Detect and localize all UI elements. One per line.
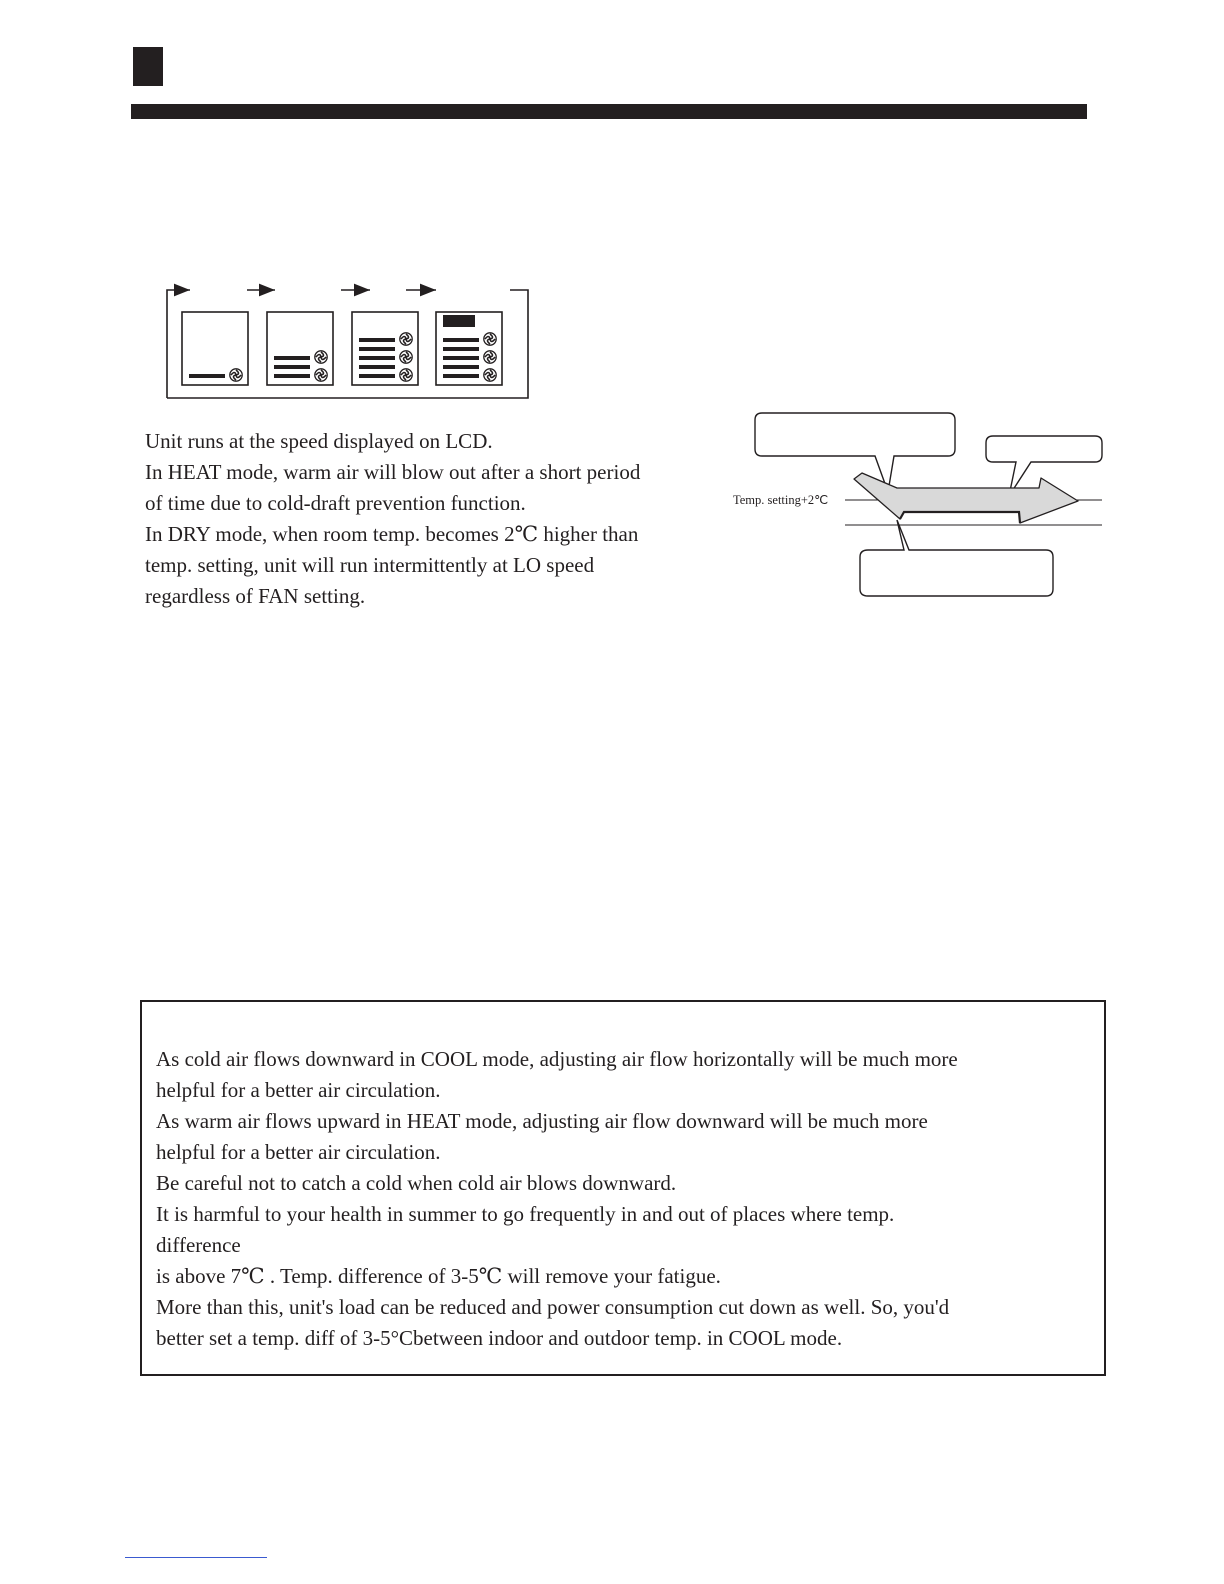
tip-line: helpful for a better air circulation.: [156, 1140, 441, 1164]
fan-text-line: temp. setting, unit will run intermittently at LO speed: [145, 553, 595, 577]
tip-line: As warm air flows upward in HEAT mode, adjusting air flow downward will be much more: [156, 1109, 928, 1133]
fan-icon: [484, 333, 496, 345]
lcd-box-med: [267, 312, 333, 385]
fan-icon: [400, 333, 412, 345]
lcd-box-auto: [436, 312, 502, 385]
fan-text-line: regardless of FAN setting.: [145, 584, 366, 608]
fan-speed-description: [145, 426, 685, 612]
fan-text-line: of time due to cold-draft prevention function.: [145, 491, 526, 515]
lcd-speed-bar: [274, 356, 310, 360]
lcd-box-lo: [182, 312, 248, 385]
tip-line: difference: [156, 1233, 241, 1257]
tips-box: [140, 1000, 1106, 1376]
dry-mode-diagram: [726, 405, 1106, 605]
fan-text-line: In HEAT mode, warm air will blow out after a short period: [145, 460, 641, 484]
tip-line: As cold air flows downward in COOL mode, adjusting air flow horizontally will be much more: [156, 1047, 958, 1071]
fan-text-line: Unit runs at the speed displayed on LCD.: [145, 429, 493, 453]
fan-text-line: In DRY mode, when room temp. becomes 2℃ higher than: [145, 522, 639, 546]
lcd-speed-bar: [359, 365, 395, 369]
fan-speed-cycle-diagram: [160, 280, 535, 405]
tip-line: helpful for a better air circulation.: [156, 1078, 441, 1102]
lcd-speed-bar: [359, 347, 395, 351]
fan-icon: [315, 351, 327, 363]
header-rule: [131, 104, 1087, 119]
lcd-speed-bar: [443, 338, 479, 342]
footer-link-underline: [125, 1557, 267, 1558]
tip-line: is above 7℃ . Temp. difference of 3-5℃ will remove your fatigue.: [156, 1264, 721, 1288]
lcd-speed-bar: [359, 374, 395, 378]
tip-line: Be careful not to catch a cold when cold air blows downward.: [156, 1171, 677, 1195]
lcd-speed-bar: [443, 374, 479, 378]
section-marker: [133, 47, 163, 86]
lcd-speed-bar: [443, 347, 479, 351]
lcd-speed-bar: [189, 374, 225, 378]
fan-icon: [484, 351, 496, 363]
lcd-speed-bar: [443, 356, 479, 360]
temp-setting-label: Temp. setting+2℃: [733, 493, 829, 507]
lcd-auto-block: [443, 315, 475, 327]
fan-icon: [400, 351, 412, 363]
lcd-speed-bar: [274, 374, 310, 378]
fan-icon: [230, 369, 242, 381]
lcd-speed-bar: [274, 365, 310, 369]
fan-icon: [400, 369, 412, 381]
tips-list: [156, 1044, 958, 1354]
lcd-box-hi: [352, 312, 418, 385]
lcd-speed-bar: [443, 365, 479, 369]
tip-line: better set a temp. diff of 3-5°Cbetween indoor and outdoor temp. in COOL mode.: [156, 1326, 843, 1350]
lcd-speed-bar: [359, 338, 395, 342]
callout-box-bottom: [860, 520, 1053, 596]
fan-icon: [484, 369, 496, 381]
fan-icon: [315, 369, 327, 381]
lcd-speed-bar: [359, 356, 395, 360]
tip-line: It is harmful to your health in summer to go frequently in and out of places where temp.: [156, 1202, 895, 1226]
tip-line: More than this, unit's load can be reduced and power consumption cut down as well. So, you'd: [156, 1295, 950, 1319]
